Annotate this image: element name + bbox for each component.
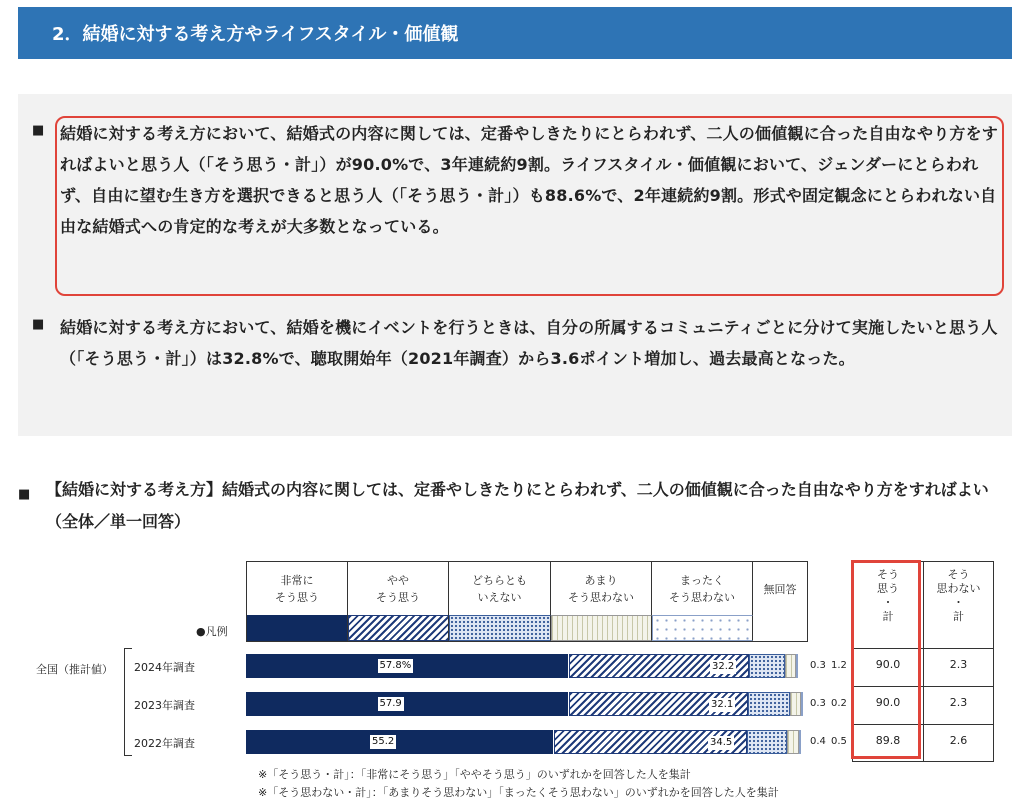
legend-swatch-very-agree (247, 615, 348, 641)
data-label-no-answer: 0.5 (831, 736, 847, 747)
bullet-square-icon: ■ (32, 123, 45, 138)
year-label: 2022年調査 (134, 737, 195, 750)
bullet-square-icon: ■ (18, 487, 31, 502)
legend-label-very-agree: 非常に そう思う (247, 562, 348, 616)
year-bracket (124, 648, 132, 756)
data-label-very-agree: 57.9 (379, 698, 402, 709)
bar-row (246, 730, 804, 754)
legend-swatch-somewhat-disagree (551, 615, 652, 641)
summary-box (18, 94, 1012, 436)
legend-swatch-neutral (449, 615, 551, 641)
bar-row (246, 692, 804, 716)
data-label-very-agree: 57.8% (379, 660, 412, 671)
agree-total-value: 89.8 (853, 724, 923, 757)
legend-swatch-no-answer (753, 615, 807, 641)
legend-swatches (246, 615, 808, 642)
disagree-total-header: そう 思わない ・ 計 (936, 568, 981, 623)
bar-segment-no-answer (803, 692, 804, 716)
agree-total-header: そう 思う ・ 計 (877, 568, 899, 623)
disagree-total-value: 2.3 (924, 686, 993, 719)
bar-segment-neutral (749, 654, 785, 678)
legend-swatch-strongly-disagree (652, 615, 753, 641)
summary-bullet-1 (32, 118, 1000, 242)
bar-segment-very-agree (246, 654, 569, 678)
disagree-total-column (923, 562, 993, 761)
bar-segment-somewhat-agree (569, 692, 748, 716)
legend-label-no-answer: 無回答 (763, 582, 797, 596)
legend-label-strongly-disagree: まったく そう思わない (652, 562, 753, 616)
bar-segment-no-answer (801, 730, 804, 754)
agree-total-highlight (851, 560, 921, 759)
bar-segment-somewhat-agree (554, 730, 747, 754)
chart-title: 【結婚に対する考え方】結婚式の内容に関しては、定番やしきたりにとらわれず、二人の価値観に合った自由なやり方をすればよい（全体／単一回答） (46, 480, 989, 531)
footnote-1: ※「そう思う・計」：「非常にそう思う」「ややそう思う」のいずれかを回答した人を集計 (258, 768, 691, 781)
footnote-2: ※「そう思わない・計」：「あまりそう思わない」「まったくそう思わない」のいずれかを回答した人を集計 (258, 786, 779, 799)
bar-segment-somewhat-disagree (790, 692, 801, 716)
data-label-no-answer: 1.2 (831, 660, 847, 671)
bar-segment-somewhat-agree (569, 654, 749, 678)
bar-segment-somewhat-disagree (787, 730, 799, 754)
bullet-square-icon: ■ (32, 317, 45, 332)
section-header (18, 7, 1012, 59)
bar-segment-somewhat-disagree (785, 654, 796, 678)
bar-segment-neutral (748, 692, 790, 716)
data-label-somewhat-agree: 32.2 (712, 661, 735, 672)
data-label-very-agree: 55.2 (372, 736, 395, 747)
region-label: 全国（推計値） (36, 663, 113, 676)
legend-label-somewhat-disagree: あまり そう思わない (551, 562, 652, 616)
legend-swatch-somewhat-agree (348, 615, 449, 641)
data-label-no-answer: 0.2 (831, 698, 847, 709)
agree-total-value: 90.0 (853, 686, 923, 719)
data-label-somewhat-agree: 32.1 (711, 699, 734, 710)
year-label: 2024年調査 (134, 661, 195, 674)
legend-row-label: ●凡例 (196, 625, 228, 638)
legend-label-neutral: どちらとも いえない (449, 562, 551, 616)
legend-label-somewhat-agree: やや そう思う (348, 562, 449, 616)
section-title: 2．結婚に対する考え方やライフスタイル・価値観 (52, 24, 459, 45)
agree-total-value: 90.0 (853, 648, 923, 681)
data-label-somewhat-agree: 34.5 (710, 737, 733, 748)
year-label: 2023年調査 (134, 699, 195, 712)
data-label-strongly-disagree: 0.4 (810, 736, 826, 747)
bar-segment-neutral (747, 730, 787, 754)
disagree-total-value: 2.6 (924, 724, 993, 757)
data-label-strongly-disagree: 0.3 (810, 698, 826, 709)
summary-text-2: 結婚に対する考え方において、結婚を機にイベントを行うときは、自分の所属するコミュニティごとに分けて実施したいと思う人（「そう思う・計」）は32.8%で、聴取開始年（2021年調査）から3.6ポイント増加し、過去最高となった。 (60, 318, 998, 368)
disagree-total-value: 2.3 (924, 648, 993, 681)
legend-header (246, 561, 808, 617)
chart-heading (18, 474, 1012, 538)
bar-row (246, 654, 805, 678)
summary-text-1: 結婚に対する考え方において、結婚式の内容に関しては、定番やしきたりにとらわれず、二人の価値観に合った自由なやり方をすればよいと思う人（「そう思う・計」）が90.0%で、3年連続約9割。ライフスタイル・価値観において、ジェンダーにとらわれず、自由に望む生き方を選択できると思う人（「そう思う・計」）も88.6%で、2年連続約9割。形式や固定観念にとらわれない自由な結婚式への肯定的な考えが大多数となっている。 (60, 124, 999, 236)
data-label-strongly-disagree: 0.3 (810, 660, 826, 671)
bar-segment-no-answer (798, 654, 805, 678)
bar-segment-very-agree (246, 730, 554, 754)
summary-bullet-2 (32, 312, 1000, 374)
bar-segment-very-agree (246, 692, 569, 716)
